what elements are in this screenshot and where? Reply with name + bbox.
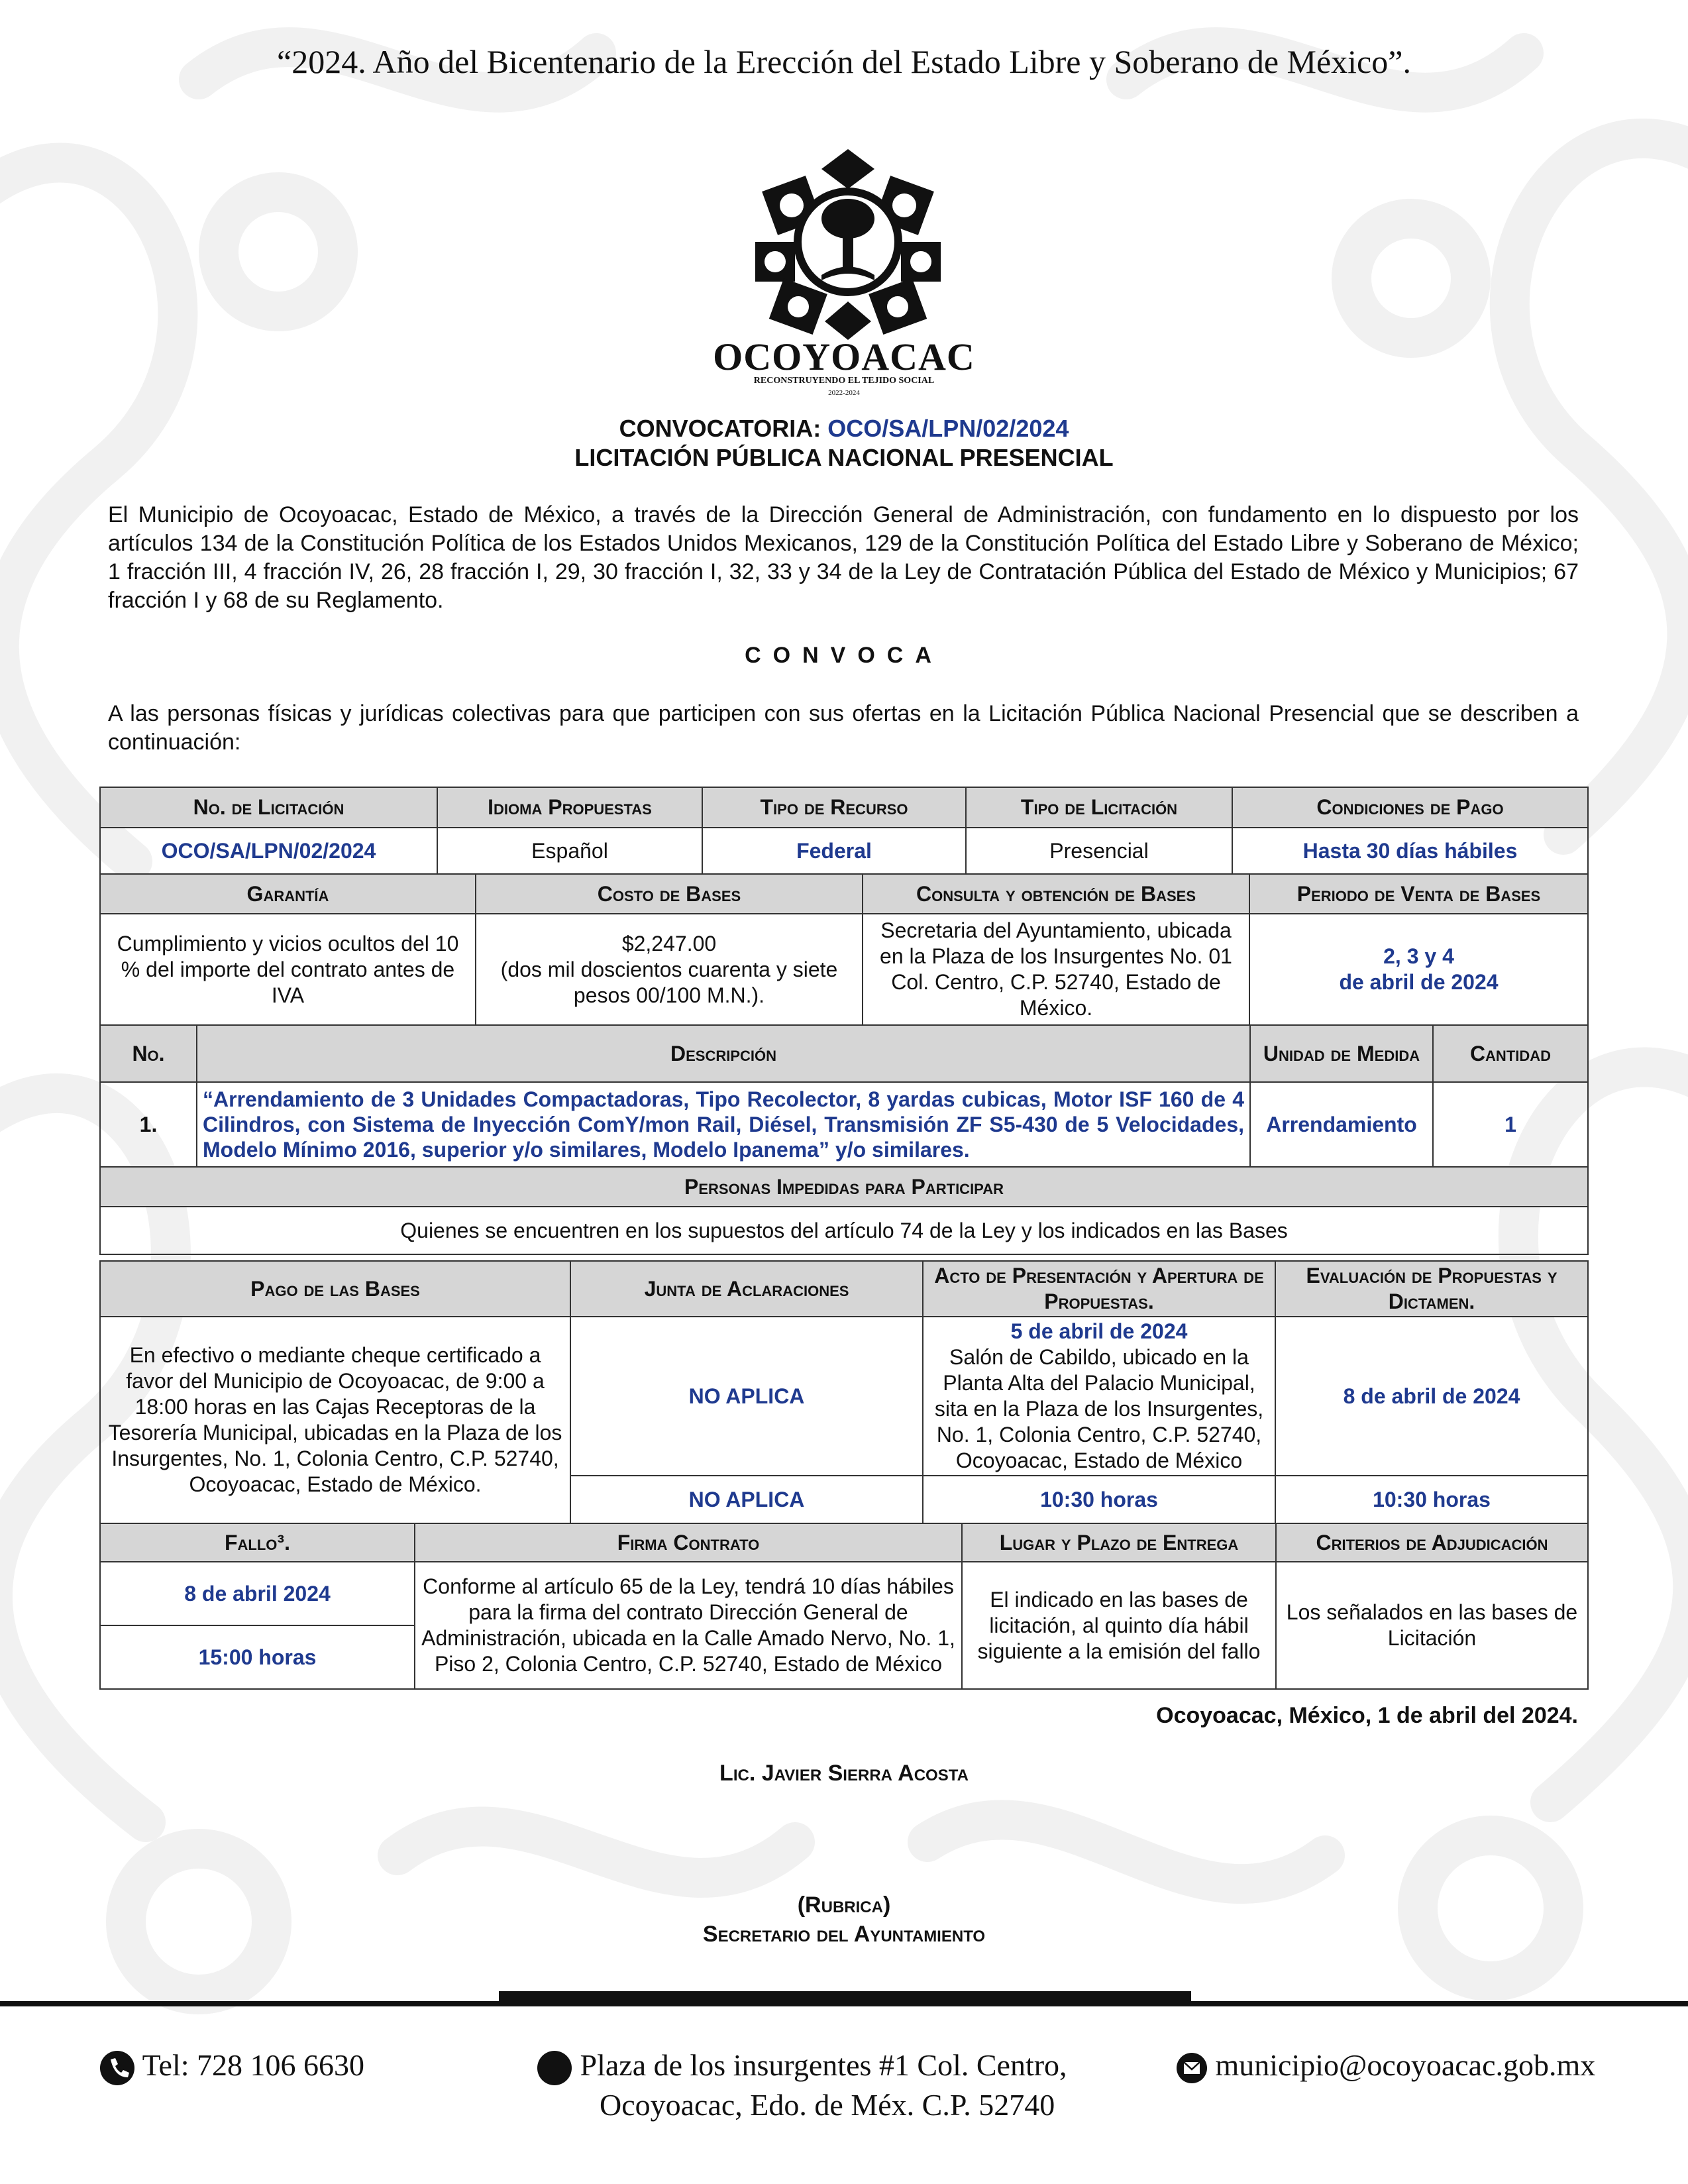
header-firma-contrato: Firma Contrato bbox=[415, 1523, 962, 1562]
header-periodo-venta: Periodo de Venta de Bases bbox=[1249, 874, 1588, 914]
item-no: 1. bbox=[100, 1082, 197, 1167]
convocatoria-title bbox=[0, 415, 1688, 443]
header-unidad-medida: Unidad de Medida bbox=[1250, 1025, 1433, 1082]
value-impedidas: Quienes se encuentren en los supuestos del artículo 74 de la Ley y los indicados en las Bases bbox=[100, 1207, 1588, 1254]
items-table bbox=[99, 1024, 1589, 1168]
header-no: No. bbox=[100, 1025, 197, 1082]
header-evaluacion: Evaluación de Propuestas y Dictamen. bbox=[1275, 1261, 1588, 1317]
value-consulta-bases: Secretaria del Ayuntamiento, ubicada en la Plaza de los Insurgentes No. 01 Col. Centro, C.P. 52740, Estado de México. bbox=[863, 914, 1249, 1025]
header-fallo: Fallo³. bbox=[100, 1523, 415, 1562]
costo-amount: $2,247.00 bbox=[621, 931, 717, 956]
intro-paragraph: El Municipio de Ocoyoacac, Estado de México, a través de la Dirección General de Administración, con fundamento en lo dispuesto por los artículos 134 de la Constitución Política de los Estados Unidos Mexicanos, 129 de la Constitución Política del Estado Libre y Soberano de México; 1 fracción III, 4 fracción IV, 26, 28 fracción I, 29, 30 fracción I, 32, 33 y 34 de la Ley de Contratación Pública del Estado de México y Municipios; 67 fracción I y 68 de su Reglamento. bbox=[108, 502, 1579, 613]
header-idioma: Idioma Propuestas bbox=[437, 787, 702, 828]
value-junta-date: NO APLICA bbox=[570, 1317, 923, 1476]
rubrica: (Rubrica) bbox=[797, 1892, 891, 1918]
item-descripcion: “Arrendamiento de 3 Unidades Compactadoras, Tipo Recolector, 8 yardas cubicas, Motor ISF 160 de 4 Cilindros, con Sistema de Inyección ComY/mon Rail, Diésel, Transmisión ZF S5-430 de 5 Velocidades, Modelo Mínimo 2016, superior y/o similares, Modelo Ipanema” y/o similares. bbox=[197, 1082, 1250, 1167]
header-consulta-bases: Consulta y obtención de Bases bbox=[863, 874, 1249, 914]
footer-rule-accent bbox=[499, 1991, 1191, 2003]
year-motto: “2024. Año del Bicentenario de la Erección del Estado Libre y Soberano de México”. bbox=[277, 43, 1411, 80]
header-pago-bases: Pago de las Bases bbox=[100, 1261, 570, 1317]
header-lugar-entrega: Lugar y Plazo de Entrega bbox=[962, 1523, 1276, 1562]
value-eval-time: 10:30 horas bbox=[1275, 1476, 1588, 1523]
events-table bbox=[99, 1260, 1589, 1524]
bases-table bbox=[99, 873, 1589, 1026]
periodo-month: de abril de 2024 bbox=[1339, 970, 1499, 994]
phone-icon bbox=[99, 2050, 135, 2086]
value-tipo-recurso: Federal bbox=[702, 828, 966, 874]
brand-years: 2022-2024 bbox=[828, 389, 860, 397]
value-no-licitacion: OCO/SA/LPN/02/2024 bbox=[100, 828, 437, 874]
value-lugar: El indicado en las bases de licitación, al quinto día hábil siguiente a la emisión del fallo bbox=[962, 1562, 1276, 1689]
value-acto bbox=[923, 1317, 1275, 1476]
impedidas-table bbox=[99, 1166, 1589, 1255]
acto-place: Salón de Cabildo, ubicado en la Planta Alta del Palacio Municipal, sita en la Plaza de los Insurgentes, No. 1, Colonia Centro, C.P. 52740, Ocoyoacac, Estado de México bbox=[934, 1345, 1264, 1472]
header-impedidas: Personas Impedidas para Participar bbox=[100, 1167, 1588, 1207]
header-descripcion: Descripción bbox=[197, 1025, 1250, 1082]
footer-phone bbox=[99, 2048, 364, 2086]
phone-text: Tel: 728 106 6630 bbox=[142, 2048, 365, 2082]
signer-title: Secretario del Ayuntamiento bbox=[702, 1922, 986, 1947]
convocatoria-code: OCO/SA/LPN/02/2024 bbox=[827, 415, 1069, 442]
address-line-1: Plaza de los insurgentes #1 Col. Centro, bbox=[580, 2048, 1067, 2082]
fallo-table bbox=[99, 1523, 1589, 1690]
value-junta-time: NO APLICA bbox=[570, 1476, 923, 1523]
brand-name: OCOYOACAC bbox=[713, 335, 975, 378]
item-cantidad: 1 bbox=[1433, 1082, 1588, 1167]
convoca-heading: CONVOCA bbox=[745, 643, 943, 668]
value-condiciones-pago: Hasta 30 días hábiles bbox=[1232, 828, 1588, 874]
header-costo-bases: Costo de Bases bbox=[476, 874, 863, 914]
value-periodo-venta bbox=[1249, 914, 1588, 1025]
email-text: municipio@ocoyoacac.gob.mx bbox=[1215, 2048, 1596, 2082]
value-garantia: Cumplimiento y vicios ocultos del 10 % del importe del contrato antes de IVA bbox=[100, 914, 476, 1025]
brand-tagline: RECONSTRUYENDO EL TEJIDO SOCIAL bbox=[753, 376, 935, 386]
footer-address bbox=[537, 2048, 1067, 2086]
header-acto-presentacion: Acto de Presentación y Apertura de Propuestas. bbox=[923, 1261, 1275, 1317]
value-tipo-licitacion: Presencial bbox=[966, 828, 1232, 874]
value-acto-time: 10:30 horas bbox=[923, 1476, 1275, 1523]
acto-date: 5 de abril de 2024 bbox=[1010, 1319, 1188, 1343]
costo-words: (dos mil doscientos cuarenta y siete pesos 00/100 M.N.). bbox=[500, 957, 838, 1007]
value-fallo-time: 15:00 horas bbox=[100, 1625, 415, 1689]
municipal-emblem-icon bbox=[749, 142, 947, 341]
value-firma: Conforme al artículo 65 de la Ley, tendrá 10 días hábiles para la firma del contrato Dirección General de Administración, ubicada en la Calle Amado Nervo, No. 1, Piso 2, Colonia Centro, C.P. 52740, Estado de México bbox=[415, 1562, 962, 1689]
place-date: Ocoyoacac, México, 1 de abril del 2024. bbox=[1156, 1703, 1578, 1728]
email-icon bbox=[1176, 2052, 1208, 2084]
convocatoria-subtitle: LICITACIÓN PÚBLICA NACIONAL PRESENCIAL bbox=[574, 444, 1114, 471]
header-tipo-licitacion: Tipo de Licitación bbox=[966, 787, 1232, 828]
header-criterios: Criterios de Adjudicación bbox=[1276, 1523, 1588, 1562]
footer-email bbox=[1176, 2048, 1595, 2084]
header-no-licitacion: No. de Licitación bbox=[100, 787, 437, 828]
value-fallo-date: 8 de abril 2024 bbox=[100, 1562, 415, 1625]
bid-general-table bbox=[99, 787, 1589, 875]
header-tipo-recurso: Tipo de Recurso bbox=[702, 787, 966, 828]
header-junta-aclaraciones: Junta de Aclaraciones bbox=[570, 1261, 923, 1317]
header-cantidad: Cantidad bbox=[1433, 1025, 1588, 1082]
value-pago-bases: En efectivo o mediante cheque certificado a favor del Municipio de Ocoyoacac, de 9:00 a 18:00 horas en las Cajas Receptoras de la Tesorería Municipal, ubicadas en la Plaza de los Insurgentes, No. 1, Colonia Centro, C.P. 52740, Ocoyoacac, Estado de México. bbox=[100, 1317, 570, 1523]
invitation-paragraph: A las personas físicas y jurídicas colectivas para que participen con sus ofertas en la Licitación Pública Nacional Presencial que se describen a continuación: bbox=[108, 701, 1579, 755]
item-unidad: Arrendamiento bbox=[1250, 1082, 1433, 1167]
value-costo-bases bbox=[476, 914, 863, 1025]
periodo-days: 2, 3 y 4 bbox=[1383, 944, 1454, 968]
address-line-2: Ocoyoacac, Edo. de Méx. C.P. 52740 bbox=[600, 2088, 1055, 2122]
header-condiciones-pago: Condiciones de Pago bbox=[1232, 787, 1588, 828]
location-icon bbox=[537, 2050, 572, 2086]
value-idioma: Español bbox=[437, 828, 702, 874]
value-criterios: Los señalados en las bases de Licitación bbox=[1276, 1562, 1588, 1689]
value-eval-date: 8 de abril de 2024 bbox=[1275, 1317, 1588, 1476]
signer-name: Lic. Javier Sierra Acosta bbox=[719, 1761, 969, 1786]
convocatoria-label: CONVOCATORIA: bbox=[619, 415, 828, 442]
header-garantia: Garantía bbox=[100, 874, 476, 914]
